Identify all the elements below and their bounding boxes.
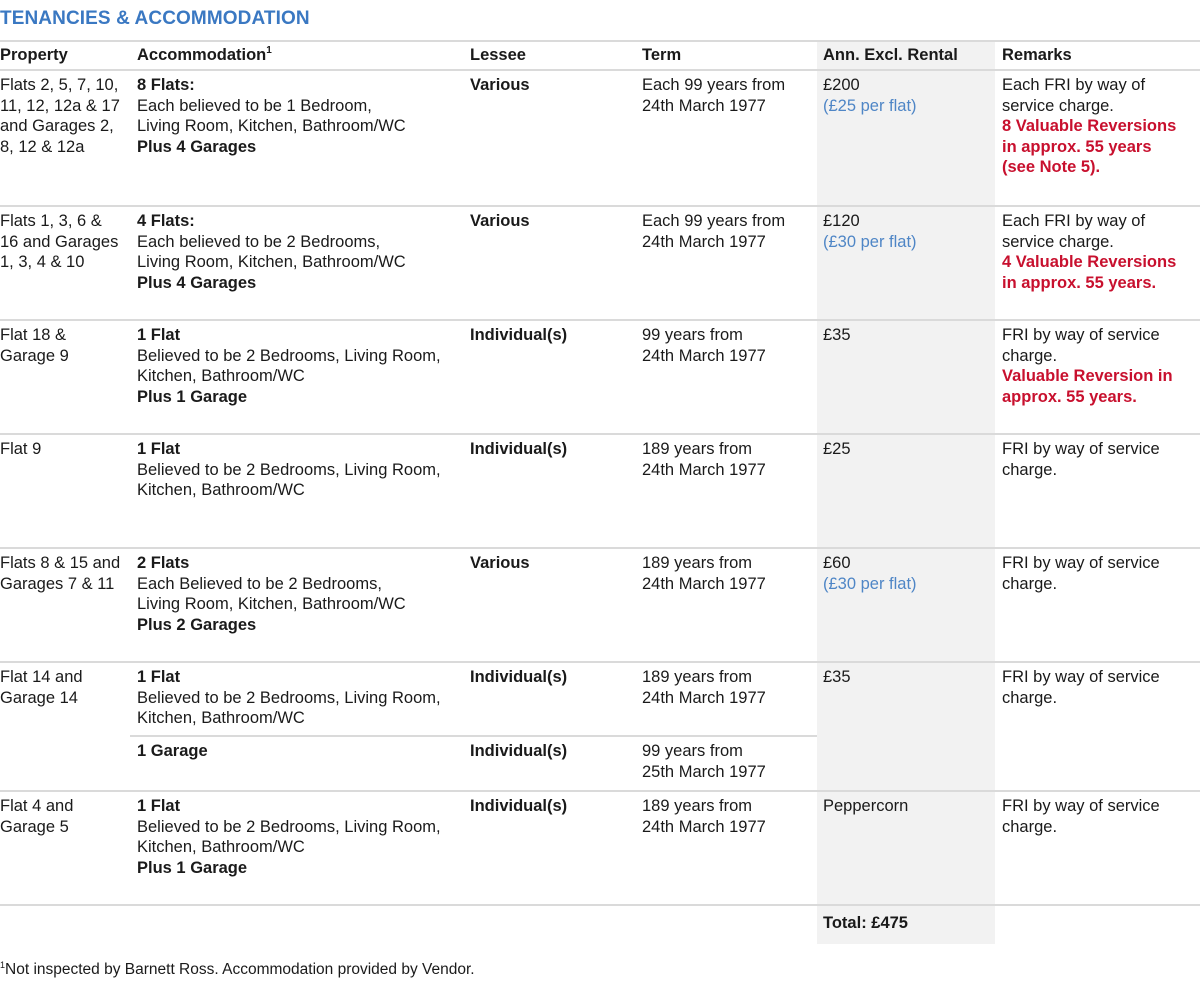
accommodation-cell — [137, 211, 467, 293]
rental-amount: £35 — [823, 326, 851, 344]
property-cell — [0, 439, 130, 460]
remarks-line: FRI by way of service — [1002, 668, 1160, 686]
property-line: 1, 3, 4 & 10 — [0, 253, 85, 272]
term-line: 189 years from — [642, 797, 753, 815]
term-line: 24th March 1977 — [642, 232, 766, 251]
rental-cell — [823, 553, 993, 594]
property-line: Flat 18 & — [0, 326, 67, 344]
remarks-line: charge. — [1002, 346, 1058, 365]
property-cell — [0, 796, 130, 837]
term-line: 24th March 1977 — [642, 460, 766, 479]
valuable-reversion-note: (see Note 5). — [1002, 158, 1101, 177]
term-cell — [642, 211, 812, 252]
term-line: 189 years from — [642, 440, 753, 458]
accommodation-cell — [137, 796, 467, 878]
term-line: 24th March 1977 — [642, 96, 766, 115]
term-line: 189 years from — [642, 554, 753, 572]
remarks-line: Each FRI by way of — [1002, 212, 1146, 230]
accommodation-heading: 1 Flat — [137, 440, 181, 458]
property-line: 11, 12, 12a & 17 — [0, 96, 120, 115]
rental-amount: £35 — [823, 668, 851, 686]
rental-cell — [823, 439, 993, 460]
footnote-text: Not inspected by Barnett Ross. Accommodation provided by Vendor. — [5, 961, 475, 978]
rental-amount: £120 — [823, 212, 860, 230]
accommodation-detail: Each believed to be 2 Bedrooms, — [137, 232, 381, 251]
accommodation-cell — [137, 439, 467, 501]
remarks-cell — [1002, 796, 1200, 837]
remarks-line: charge. — [1002, 817, 1058, 836]
accommodation-detail: Believed to be 2 Bedrooms, Living Room, — [137, 346, 441, 365]
valuable-reversion-note: in approx. 55 years. — [1002, 273, 1157, 292]
row-divider — [0, 904, 1200, 906]
rental-cell — [823, 796, 993, 817]
term-line: 99 years from — [642, 326, 743, 344]
remarks-line: FRI by way of service — [1002, 326, 1160, 344]
property-line: Garage 9 — [0, 346, 69, 365]
footnote-mark: 1 — [0, 960, 6, 970]
accommodation-extra: Plus 4 Garages — [137, 137, 257, 156]
rental-amount: £25 — [823, 440, 851, 458]
lessee-cell: Individual(s) — [470, 326, 568, 344]
term-cell — [642, 796, 812, 837]
property-line: Garage 14 — [0, 688, 78, 707]
table-top-rule — [0, 40, 1200, 42]
remarks-line: service charge. — [1002, 232, 1114, 251]
accommodation-extra: Plus 2 Garages — [137, 615, 257, 634]
lessee-cell: Individual(s) — [470, 668, 568, 686]
term-cell — [642, 75, 812, 116]
lessee-cell: Individual(s) — [470, 742, 568, 760]
accommodation-cell — [137, 553, 467, 635]
term-line: 24th March 1977 — [642, 346, 766, 365]
accommodation-extra: Plus 1 Garage — [137, 858, 248, 877]
rental-amount: Peppercorn — [823, 797, 909, 815]
accommodation-heading: 1 Flat — [137, 797, 181, 815]
property-line: Flats 2, 5, 7, 10, — [0, 76, 119, 94]
term-line: 99 years from — [642, 742, 743, 760]
rental-per-flat-note: (£30 per flat) — [823, 574, 917, 593]
valuable-reversion-note: 4 Valuable Reversions — [1002, 253, 1177, 272]
accommodation-detail: Living Room, Kitchen, Bathroom/WC — [137, 253, 406, 272]
property-line: 16 and Garages — [0, 232, 119, 251]
accommodation-detail: Living Room, Kitchen, Bathroom/WC — [137, 117, 406, 136]
accommodation-detail: Each believed to be 1 Bedroom, — [137, 96, 372, 115]
header-accommodation — [137, 45, 467, 66]
remarks-line: charge. — [1002, 688, 1058, 707]
property-line: 8, 12 & 12a — [0, 137, 85, 156]
valuable-reversion-note: 8 Valuable Reversions — [1002, 117, 1177, 136]
accommodation-heading: 2 Flats — [137, 554, 190, 572]
property-line: Garages 7 & 11 — [0, 574, 115, 593]
property-line: Flats 1, 3, 6 & — [0, 212, 102, 230]
accommodation-detail: Believed to be 2 Bedrooms, Living Room, — [137, 460, 441, 479]
remarks-line: charge. — [1002, 574, 1058, 593]
property-line: Flat 4 and — [0, 797, 74, 815]
property-line: and Garages 2, — [0, 117, 114, 136]
remarks-line: Each FRI by way of — [1002, 76, 1146, 94]
property-cell — [0, 553, 130, 594]
property-cell — [0, 325, 130, 366]
row-divider — [0, 433, 1200, 435]
header-property: Property — [0, 46, 68, 64]
term-cell — [642, 667, 812, 708]
term-line: Each 99 years from — [642, 212, 786, 230]
rental-per-flat-note: (£30 per flat) — [823, 232, 917, 251]
term-line: 24th March 1977 — [642, 817, 766, 836]
sub-row-divider — [130, 735, 817, 737]
term-cell — [642, 325, 812, 366]
accommodation-heading: 8 Flats: — [137, 76, 195, 94]
total-rental: Total: £475 — [823, 914, 908, 932]
accommodation-detail: Each Believed to be 2 Bedrooms, — [137, 574, 382, 593]
valuable-reversion-note: in approx. 55 years — [1002, 137, 1152, 156]
accommodation-detail: Believed to be 2 Bedrooms, Living Room, — [137, 688, 441, 707]
property-cell — [0, 667, 130, 708]
accommodation-detail: Believed to be 2 Bedrooms, Living Room, — [137, 817, 441, 836]
accommodation-cell — [137, 667, 467, 729]
term-cell — [642, 741, 812, 782]
accommodation-heading: 1 Garage — [137, 742, 208, 760]
header-accommodation-label: Accommodation — [137, 46, 267, 64]
term-cell — [642, 439, 812, 480]
footnote-mark: 1 — [266, 45, 272, 56]
lessee-cell: Various — [470, 76, 530, 94]
row-divider — [0, 661, 1200, 663]
remarks-line: FRI by way of service — [1002, 554, 1160, 572]
lessee-cell: Various — [470, 554, 530, 572]
accommodation-detail: Kitchen, Bathroom/WC — [137, 481, 305, 500]
page-title: TENANCIES & ACCOMMODATION — [0, 8, 310, 29]
accommodation-cell — [137, 325, 467, 407]
accommodation-cell — [137, 741, 467, 762]
accommodation-extra: Plus 1 Garage — [137, 387, 248, 406]
rental-cell — [823, 667, 993, 688]
remarks-line: service charge. — [1002, 96, 1114, 115]
property-line: Flat 9 — [0, 440, 42, 458]
valuable-reversion-note: Valuable Reversion in — [1002, 367, 1173, 386]
header-term: Term — [642, 46, 682, 64]
remarks-cell — [1002, 325, 1200, 407]
row-divider — [0, 319, 1200, 321]
accommodation-heading: 4 Flats: — [137, 212, 195, 230]
header-lessee: Lessee — [470, 46, 526, 64]
remarks-cell — [1002, 211, 1200, 293]
property-line: Flat 14 and — [0, 668, 83, 686]
accommodation-cell — [137, 75, 467, 157]
term-line: 25th March 1977 — [642, 762, 766, 781]
property-cell — [0, 75, 130, 157]
property-cell — [0, 211, 130, 273]
term-line: 24th March 1977 — [642, 574, 766, 593]
remarks-line: FRI by way of service — [1002, 440, 1160, 458]
header-remarks: Remarks — [1002, 46, 1072, 64]
row-divider — [0, 205, 1200, 207]
property-line: Flats 8 & 15 and — [0, 554, 121, 572]
lessee-cell: Various — [470, 212, 530, 230]
accommodation-detail: Kitchen, Bathroom/WC — [137, 367, 305, 386]
lessee-cell: Individual(s) — [470, 797, 568, 815]
accommodation-detail: Living Room, Kitchen, Bathroom/WC — [137, 595, 406, 614]
term-line: 189 years from — [642, 668, 753, 686]
remarks-cell — [1002, 667, 1200, 708]
rental-cell — [823, 75, 993, 116]
property-line: Garage 5 — [0, 817, 69, 836]
accommodation-detail: Kitchen, Bathroom/WC — [137, 709, 305, 728]
row-divider — [0, 547, 1200, 549]
valuable-reversion-note: approx. 55 years. — [1002, 387, 1137, 406]
remarks-cell — [1002, 439, 1200, 480]
header-rental: Ann. Excl. Rental — [823, 46, 958, 64]
rental-per-flat-note: (£25 per flat) — [823, 96, 917, 115]
accommodation-extra: Plus 4 Garages — [137, 273, 257, 292]
remarks-cell — [1002, 553, 1200, 594]
term-line: 24th March 1977 — [642, 688, 766, 707]
rental-cell — [823, 211, 993, 252]
lessee-cell: Individual(s) — [470, 440, 568, 458]
accommodation-heading: 1 Flat — [137, 326, 181, 344]
accommodation-detail: Kitchen, Bathroom/WC — [137, 838, 305, 857]
accommodation-heading: 1 Flat — [137, 668, 181, 686]
header-bottom-rule — [0, 69, 1200, 71]
rental-cell — [823, 325, 993, 346]
remarks-line: FRI by way of service — [1002, 797, 1160, 815]
footnote — [0, 961, 475, 979]
rental-amount: £60 — [823, 554, 851, 572]
row-divider — [0, 790, 1200, 792]
term-cell — [642, 553, 812, 594]
term-line: Each 99 years from — [642, 76, 786, 94]
remarks-cell — [1002, 75, 1200, 178]
remarks-line: charge. — [1002, 460, 1058, 479]
rental-amount: £200 — [823, 76, 860, 94]
